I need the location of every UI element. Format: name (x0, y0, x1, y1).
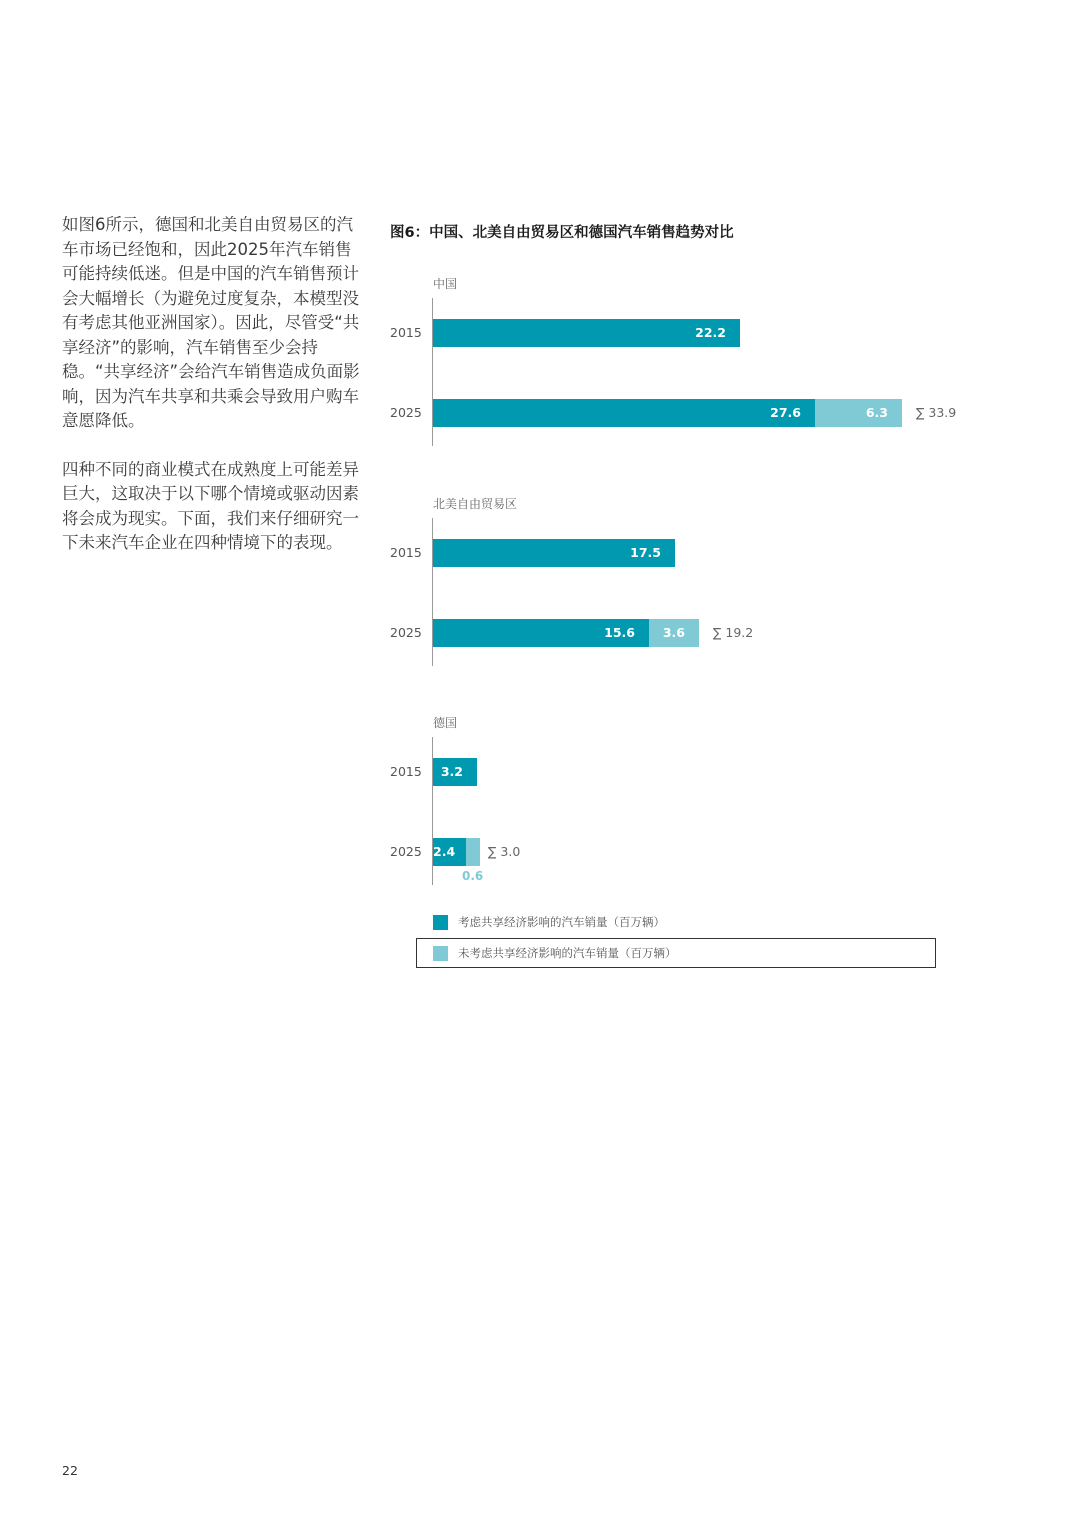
bar-segment-with-sharing: 2.4 (433, 838, 466, 866)
bar-segment-with-sharing: 15.6 (433, 619, 649, 647)
bar-segment-without-sharing: 6.3 (815, 399, 902, 427)
sum-label: ∑ 33.9 (916, 405, 957, 420)
year-label: 2025 (390, 625, 422, 640)
bar-segment-with-sharing: 17.5 (433, 539, 675, 567)
panel-label: 中国 (433, 277, 458, 291)
year-label: 2015 (390, 545, 422, 560)
panel-label: 德国 (433, 716, 458, 730)
body-text (62, 213, 362, 580)
bar-segment-without-sharing: 3.6 (649, 619, 699, 647)
legend-swatch-without-sharing (433, 946, 448, 961)
bar-value-label: 0.6 (462, 869, 484, 883)
chart-title: 图6：中国、北美自由贸易区和德国汽车销售趋势对比 (390, 225, 734, 241)
page-number: 22 (62, 1463, 78, 1478)
bar-segment-with-sharing: 22.2 (433, 319, 740, 347)
bar-segment-with-sharing: 27.6 (433, 399, 815, 427)
year-label: 2015 (390, 325, 422, 340)
bar-segment-without-sharing (466, 838, 480, 866)
legend-label-with-sharing: 考虑共享经济影响的汽车销量（百万辆） (458, 915, 665, 929)
legend-item-with-sharing (433, 913, 665, 931)
sum-label: ∑ 3.0 (488, 844, 521, 859)
panel-label: 北美自由贸易区 (433, 497, 518, 511)
year-label: 2025 (390, 844, 422, 859)
legend-swatch-with-sharing (433, 915, 448, 930)
bar-segment-with-sharing: 3.2 (433, 758, 477, 786)
body-paragraph-1: 如图6所示，德国和北美自由贸易区的汽车市场已经饱和，因此2025年汽车销售可能持续低迷。但是中国的汽车销售预计会大幅增长（为避免过度复杂，本模型没有考虑其他亚洲国家）。因此，尽管受“共享经济”的影响，汽车销售至少会持稳。“共享经济”会给汽车销售造成负面影响，因为汽车共享和共乘会导致用户购车意愿降低。 (62, 215, 360, 430)
year-label: 2015 (390, 764, 422, 779)
legend-label-without-sharing: 未考虑共享经济影响的汽车销量（百万辆） (458, 946, 677, 960)
legend-item-without-sharing (433, 944, 677, 962)
body-paragraph-2: 四种不同的商业模式在成熟度上可能差异巨大，这取决于以下哪个情境或驱动因素将会成为现实。下面，我们来仔细研究一下未来汽车企业在四种情境下的表现。 (62, 459, 359, 552)
year-label: 2025 (390, 405, 422, 420)
sum-label: ∑ 19.2 (713, 625, 754, 640)
